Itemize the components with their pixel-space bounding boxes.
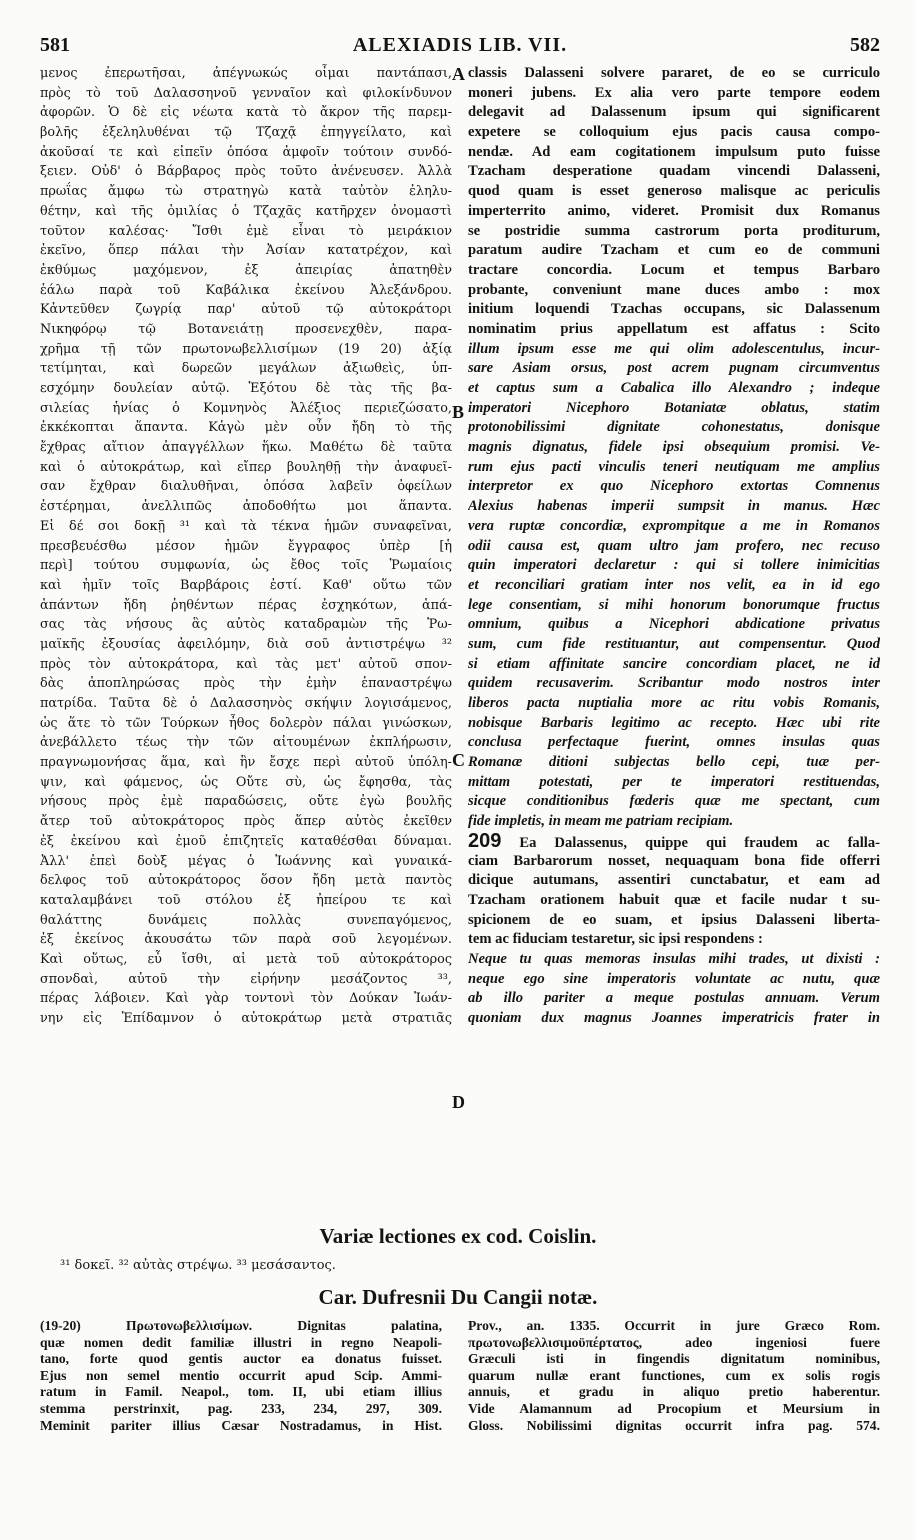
latin-italic-line: nobisque Barbaris legitimo ac recepto. Hæc ubi rite — [468, 714, 880, 731]
greek-text-line: πατρίδα. Ταῦτα δὲ ὁ Δαλασσηνὸς σκήψιν λογισάμενος, — [40, 696, 452, 711]
latin-text-line: moneri jubens. Ex alia vero parte tempore eodem — [468, 84, 880, 101]
greek-text-line: μενος ἐπερωτῆσαι, ἀπέγνωκώς οἶμαι παντάπασι, — [40, 66, 452, 81]
greek-text-line: ἁπάντων ἤδη ῥηθέντων πέρας ἐσχηκότων, ἁπά- — [40, 597, 452, 613]
greek-text-line: περὶ] τούτου συμφωνία, ὡς ἔθος τοῖς Ῥωμαίοις — [40, 558, 452, 574]
greek-text-line: ἑάλω παρὰ τοῦ Καβάλικα ἐκείνου Ἀλεξάνδρου. — [40, 282, 452, 298]
greek-text-line: Νικηφόρῳ τῷ Βοτανειάτῃ προσενεχθὲν, παρα- — [40, 321, 452, 337]
latin-italic-line: interpretor ex quo Nicephoro extortas Comnenus — [468, 478, 880, 495]
latin-italic-line: si etiam affinitate sancire concordiam placet, ne id — [468, 655, 880, 672]
latin-italic-line: protonobilissimi dignitate cohonestatus, donisque — [468, 419, 880, 436]
latin-text-line: probante, conveniunt mane duces ambo : mox — [468, 281, 880, 298]
note-line: quæ nomen dedit familiæ illustri in regno Neapoli- — [40, 1334, 442, 1350]
latin-section-line — [468, 832, 880, 852]
latin-italic-line: quin imperatori declaretur : qui si tollere inimicitias — [468, 557, 880, 574]
greek-text-line: νήσους πρὸς ἐμὲ παραδώσεις, οὔτε ἐγὼ βουλῆς — [40, 794, 452, 810]
note-line: (19-20) Πρωτονωβελλισίμων. Dignitas palatina, — [40, 1318, 442, 1333]
latin-italic-line: sare Asiam orsus, post acrem pugnam circumventus — [468, 360, 880, 377]
latin-text-line: nendæ. Ad eam cogitationem impulsum puto fuisse — [468, 143, 880, 160]
greek-text-line: δὰς ἀποπληρώσας πρὸς τὴν ἐμὴν ἐπαναστρέψω — [40, 676, 452, 692]
greek-text-line: ἄτερ τοῦ αὐτοκράτορος πρὸς ἅπερ αὐτὸς ἐκεῖθεν — [40, 814, 452, 830]
greek-text-line: πραγνωμονήσας ἅμα, καὶ ἣν ἔσχε περὶ αὐτοῦ ὑπόλη- — [40, 755, 452, 771]
latin-text-line: imperterrito animo, videret. Promisit dux Romanus — [468, 202, 880, 219]
latin-text-line: spicionem de eo suam, et ipsius Dalasseni liberta- — [468, 911, 880, 928]
latin-italic-line: neque ego sine imperatoris voluntate ac nutu, quæ — [468, 970, 880, 987]
greek-text-line: μαϊκῆς ἐξουσίας ἀφειλόμην, διὰ σοῦ ἀντιστρέψω ³² — [40, 636, 452, 652]
greek-text-line: καὶ ὁ αὐτοκράτωρ, καὶ εἴπερ βουληθῇ τὴν ἀναφυεῖ- — [40, 459, 452, 475]
latin-italic-line: conclusa perfectaque fuerint, omnes insulas quas — [468, 734, 880, 751]
greek-text-line: καὶ ἡμῖν τοῖς Βαρβάροις ἐστί. Καθ' οὕτω τῶν — [40, 577, 452, 593]
latin-italic-line: rum ejus pacti vinculis teneri neutiquam me amplius — [468, 458, 880, 475]
latin-text-line: quod quam is esset generoso malisque ac periculis — [468, 183, 880, 200]
greek-text-line: ὡς ἅτε τὸ τῶν Τούρκων ἦθος δολερὸν πάλαι γινώσκων, — [40, 715, 452, 731]
greek-text-line: Καὶ οὕτως, εὖ ἴσθι, αἱ μετὰ τοῦ αὐτοκράτορος — [40, 951, 452, 967]
greek-text-line: ἐκεῖνο, ὅπερ πάλαι τὴν Ἀσίαν κατατρέχον, καὶ — [40, 243, 452, 259]
latin-italic-line: illum ipsum esse me qui olim adolescentulus, incur- — [468, 340, 880, 357]
greek-text-line: ἐστέρημαι, ἀνελλιπῶς ἀποδοθήτω μοι ἅπαντα. — [40, 499, 452, 515]
latin-text-line: tractare concordia. Locum et tempus Barbaro — [468, 261, 880, 278]
margin-letter-c: C — [452, 750, 465, 770]
greek-text-line: ἐξ ἐκείνος ἀκουσάτω τῶν παρὰ σοῦ λεγομένων. — [40, 932, 452, 948]
latin-text-line: initium loquendi Tzachas occupans, sic Dalassenum — [468, 301, 880, 318]
note-line: stemma perstrinxit, pag. 233, 234, 297, 309. — [40, 1400, 442, 1416]
latin-italic-line: sicque conditionibus fœderis quæ me spectant, cum — [468, 793, 880, 810]
latin-italic-line: Alexius habenas imperii sumpsit in manus. Hæc — [468, 498, 880, 515]
greek-text-line: νην εἰς Ἐπίδαμνον ὁ αὐτοκράτωρ μετὰ στρατιᾶς — [40, 1011, 452, 1026]
greek-text-line: πρὸς τὸ τοῦ Δαλασσηνοῦ γενναῖον καὶ φιλοκίνδυνον — [40, 85, 452, 101]
latin-text-line: paratum audire Tzacham et cum eo de communi — [468, 242, 880, 259]
greek-text-line: ἀκοῦσαί τε καὶ εἰπεῖν ὁπόσα ἀμφοῖν τούτοιν συνδό- — [40, 144, 452, 160]
notes-right-column — [468, 1318, 880, 1518]
greek-text-line: σπονδαὶ, αὐτοῦ τὴν εἰρήνην μεσάζοντος ³³, — [40, 971, 452, 987]
note-line: Ejus non semel mentio occurrit apud Scip. Ammi- — [40, 1367, 442, 1383]
greek-text-column — [40, 64, 452, 1244]
greek-text-line: ἐκκέκοπται ἅπαντα. Κἀγὼ μὲν οὖν ἤδη τὸ τῆς — [40, 420, 452, 436]
greek-text-line: ἐκθύμως μαχόμενον, ἐξ ἀπειρίας ἀπατηθὲν — [40, 262, 452, 278]
note-line: annuis, et gradu in aliquo pretio haberentur. — [468, 1384, 880, 1400]
latin-text-line: expetere se colloquium ejus pacis causa compo- — [468, 124, 880, 141]
note-line: Græculi isti in fingendis dignitatum nominibus, — [468, 1351, 880, 1367]
greek-text-line: χρῆμα τῇ τῶν πρωτονωβελλισίμων (19 20) ἀξίᾳ — [40, 341, 452, 357]
running-title: ALEXIADIS LIB. VII. — [352, 34, 568, 56]
greek-text-line: πέρας λάβοιεν. Καὶ γὰρ τοντονὶ τὸν Δούκαν Ἰωάν- — [40, 991, 452, 1007]
variae-lectiones-list: ³¹ δοκεῖ. ³² αὐτὰς στρέψω. ³³ μεσάσαντος. — [60, 1258, 336, 1273]
latin-italic-line: quidem recusaverim. Scribantur modo nostros inter — [468, 675, 880, 692]
notes-left-column — [40, 1318, 442, 1518]
latin-italic-line: odii causa est, quam ultro jam profero, nec recuso — [468, 537, 880, 554]
greek-text-line: θέτην, καὶ τῆς ὁμιλίας ὁ Τζαχᾶς κατῆρχεν ὀνομαστὶ — [40, 203, 452, 219]
latin-italic-line: imperatori Nicephoro Botaniatæ oblatus, statim — [468, 399, 880, 416]
latin-text-line: delegavit ad Dalassenum ipsum qui significarent — [468, 104, 880, 121]
section-number: 209 — [468, 831, 502, 852]
notes-heading: Car. Dufresnii Du Cangii notæ. — [318, 1285, 598, 1309]
page-number-right: 582 — [850, 34, 880, 56]
greek-text-line: ἀφορῶν. Ὁ δὲ εἰς νέωτα κατὰ τὸ ἄκρον τῆς παρεμ- — [40, 105, 452, 121]
latin-italic-line: sum, cum fide restituantur, aut compensentur. Quod — [468, 635, 880, 652]
note-line: Gloss. Nobilissimi dignitas occurrit infra pag. 574. — [468, 1417, 880, 1433]
latin-italic-line: magnis dignatus, fidele ipsi obsequium promisi. Ve- — [468, 439, 880, 456]
greek-text-line: Ἀλλ' ἐπεὶ δοὺξ μέγας ὁ Ἰωάννης καὶ γυναικά- — [40, 853, 452, 869]
margin-letter-d: D — [452, 1092, 465, 1112]
latin-italic-line: Neque tu quas memoras insulas mihi trades, ut dixisti : — [468, 950, 880, 967]
latin-italic-line: liberos pacta nuptialia more ac ritu vobis Romanis, — [468, 695, 880, 711]
greek-text-line: καταλαμβάνει τοῦ στόλου ἐξ ἠπείρου τε καὶ — [40, 892, 452, 908]
greek-text-line: πρὸς τὸν αὐτοκράτορα, καὶ τὰς μετ' αὐτοῦ σπον- — [40, 656, 452, 672]
variae-lectiones-heading: Variæ lectiones ex cod. Coislin. — [319, 1224, 597, 1248]
latin-italic-line: ab illo pariter a meque postulas annuam. Verum — [468, 990, 880, 1007]
note-line: Meminit pariter illius Cæsar Nostradamus, in Hist. — [40, 1417, 442, 1433]
note-line: πρωτονωβελλισιμοϋπέρτατος, adeo ingeniosi fuere — [468, 1334, 880, 1350]
latin-text-fragment: Ea Dalassenus, quippe qui fraudem ac falla- — [519, 834, 880, 851]
latin-text-line: nominatim prius appellatum est affatus : Scito — [468, 320, 880, 337]
latin-text-column — [468, 64, 880, 1244]
greek-text-line: ψιν, καὶ φάμενος, ὡς Οὔτε σὺ, ὡς ἔφησθα, τὰς — [40, 774, 452, 790]
margin-letter-a: A — [452, 64, 465, 84]
greek-text-line: πρεσβευέσθω μέσον ἡμῶν ἔγγραφος ὑπὲρ [ἡ — [40, 538, 452, 554]
latin-text-line: dicique autumans, assentiri cunctabatur, et eam ad — [468, 872, 880, 889]
latin-italic-line: vera ruptæ concordiæ, exprompitque a me in Romanos — [468, 517, 880, 534]
margin-letter-b: B — [452, 402, 465, 422]
note-line: Vide Alamannum ad Procopium et Meursium in — [468, 1400, 880, 1416]
note-line: Prov., an. 1335. Occurrit in jure Græco Rom. — [468, 1318, 880, 1333]
latin-italic-line: fide impletis, in meam me patriam recipiam. — [468, 813, 734, 830]
latin-italic-line: quoniam dux magnus Joannes imperatricis frater in — [468, 1010, 880, 1026]
latin-italic-line: et captus sum a Cabalica illo Alexandro ; indeque — [468, 380, 880, 396]
running-header — [40, 34, 880, 58]
greek-text-line: ἔχθρας αἴτιον ἀπαγγέλλων ἥκω. Μαθέτω δὲ ταῦτα — [40, 440, 452, 456]
greek-text-line: Εἰ δέ σοι δοκῇ ³¹ καὶ τὰ τέκνα ἡμῶν συναφεῖναι, — [40, 518, 452, 534]
latin-italic-line: mittam potestati, per te imperatori restituendas, — [468, 773, 880, 790]
latin-text-line: se postridie summa castrorum porta proditurum, — [468, 222, 880, 239]
latin-text-line: Tzacham orationem habuit quæ et facile nudar t su- — [468, 891, 880, 908]
greek-text-line: ἐξ ἐκείνου καὶ ἐμοῦ ἐπιζητεῖς καταθέσθαι δύναμαι. — [40, 833, 452, 849]
greek-text-line: σιλείας ἡνίας ὁ Κομνηνὸς Ἀλέξιος περιεζώσατο, — [40, 400, 452, 416]
greek-text-line: ἀνεβάλλετο τέως τὴν τῶν αἰτουμένων ἐκπλήρωσιν, — [40, 735, 452, 751]
greek-text-line: τετίμηται, καὶ δωρεῶν μεγάλων ἀξιωθεὶς, ὑπ- — [40, 361, 452, 377]
greek-text-line: δελφος τοῦ αὐτοκράτορος ὅσον ἤδη μετὰ παντὸς — [40, 873, 452, 889]
latin-text-line: tem ac fiduciam testaretur, sic ipsi respondens : — [468, 931, 763, 948]
greek-text-line: σαν ἔχθραν διαλυθῆναι, ὁπόσα λαβεῖν ὀφείλων — [40, 479, 452, 495]
latin-italic-line: lege consentiam, si mihi honorum bonorumque fructus — [468, 596, 880, 613]
latin-text-line: classis Dalasseni solvere pararet, de eo se curriculo — [468, 65, 880, 81]
page-number-left: 581 — [40, 34, 70, 56]
latin-italic-line: Romanæ ditioni subjectas bello cepi, tuæ per- — [468, 754, 880, 771]
greek-text-line: θαλάττης δυνάμεις πολλὰς συνεπαγόμενος, — [40, 912, 452, 928]
note-line: ratum in Famil. Neapol., tom. II, ubi etiam illius — [40, 1384, 442, 1400]
greek-text-line: Κἀντεῦθεν ζωγρίᾳ παρ' αὐτοῦ τῷ αὐτοκράτορι — [40, 302, 452, 318]
latin-italic-line: omnium, quibus a Nicephori abdicatione privatus — [468, 616, 880, 633]
note-line: tano, forte quod gentis auctor ea donatus fuisset. — [40, 1351, 442, 1367]
note-line: quarum nullæ erant functiones, cum ex solis rogis — [468, 1367, 880, 1383]
greek-text-line: εσχόμην δουλείαν αὐτῷ. Ἐξότου δὲ τὰς τῆς βα- — [40, 381, 452, 396]
latin-italic-line: et reconciliari gratiam inter nos velit, ea in id ego — [468, 576, 880, 593]
greek-text-line: ξειεν. Οὐδ' ὁ Βάρβαρος πρὸς τοῦτο ἀνένευσεν. Ἀλλὰ — [40, 164, 452, 180]
greek-text-line: βολῆς ἐξεληλυθέναι τῷ Τζαχᾷ ἐπηγγείλατο, καὶ — [40, 125, 452, 141]
greek-text-line: τοῦτον καλέσας· Ἴσθι ἐμὲ εἶναι τὸ μειράκιον — [40, 223, 452, 239]
latin-text-line: Tzacham desperatione quadam vincendi Dalasseni, — [468, 163, 880, 180]
greek-text-line: πρωΐας ἄμφω τὼ στρατηγὼ κατὰ ταὐτὸν ἐληλυ- — [40, 184, 452, 200]
latin-text-line: ciam Barbarorum nosset, nequaquam bona fide offerri — [468, 852, 880, 869]
greek-text-line: σας τὰς νήσους ἃς αὐτὸς καταδραμὼν τῆς Ῥω- — [40, 617, 452, 633]
